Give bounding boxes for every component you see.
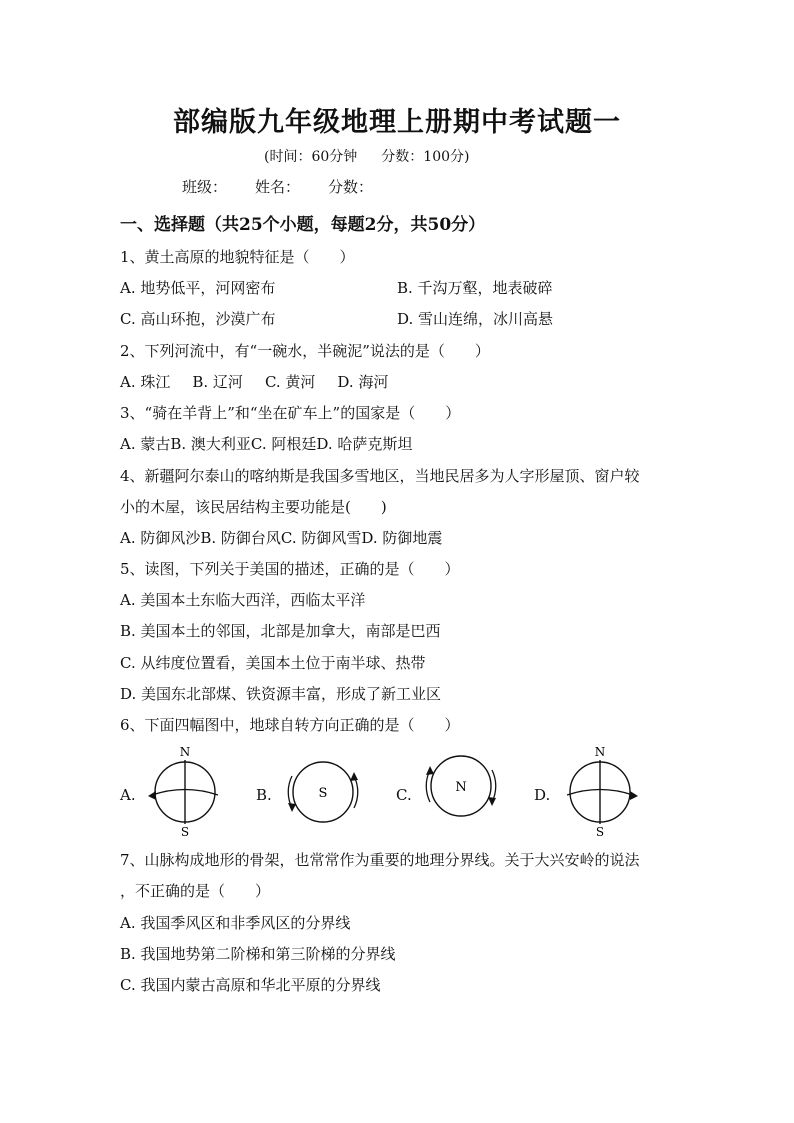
q5-stem: 5、读图，下列关于美国的描述，正确的是（ ） xyxy=(120,560,460,578)
q7-option-a: A. 我国季风区和非季风区的分界线 xyxy=(120,914,351,932)
q6-a-north-label: N xyxy=(179,745,191,759)
q1-option-b: B. 千沟万壑，地表破碎 xyxy=(397,279,553,297)
q7-option-c: C. 我国内蒙古高原和华北平原的分界线 xyxy=(120,976,381,994)
q1-option-c: C. 高山环抱，沙漠广布 xyxy=(120,310,276,328)
q7-option-b: B. 我国地势第二阶梯和第三阶梯的分界线 xyxy=(120,945,396,963)
student-info xyxy=(182,176,401,197)
q6-figure-c-label: C. xyxy=(396,786,412,804)
q6-figure-b-label: B. xyxy=(256,786,272,804)
q6-d-north-label: N xyxy=(594,745,606,759)
q1-stem: 1、黄土高原的地貌特征是（ ） xyxy=(120,248,355,266)
q6-d-south-label: S xyxy=(595,825,605,839)
q6-figures xyxy=(0,740,794,840)
exam-title: 部编版九年级地理上册期中考试题一 xyxy=(173,107,621,138)
q4-stem-line2: 小的木屋，该民居结构主要功能是( ) xyxy=(120,498,387,516)
q3-stem: 3、“骑在羊背上”和“坐在矿车上”的国家是（ ） xyxy=(120,404,461,422)
class-label: 班级： xyxy=(182,178,228,196)
q5-option-a: A. 美国本土东临大西洋，西临太平洋 xyxy=(120,591,366,609)
q5-option-b: B. 美国本土的邻国，北部是加拿大，南部是巴西 xyxy=(120,622,441,640)
q7-stem-line2: ，不正确的是（ ） xyxy=(120,882,271,900)
q2-option-b: B. 辽河 xyxy=(192,373,243,391)
points-label: 分数： xyxy=(328,178,374,196)
section-heading: 一、选择题（共25个小题，每题2分，共50分） xyxy=(120,215,486,235)
q6-figure-c-globe-icon xyxy=(420,740,502,840)
q6-a-south-label: S xyxy=(180,825,190,839)
q6-c-north-label: N xyxy=(455,780,467,795)
q6-figure-a-label: A. xyxy=(120,786,136,804)
q1-option-a: A. 地势低平，河网密布 xyxy=(120,279,276,297)
q6-figure-d-globe-icon xyxy=(554,740,646,840)
q7-stem-line1: 7、山脉构成地形的骨架，也常常作为重要的地理分界线。关于大兴安岭的说法 xyxy=(120,851,640,869)
q1-option-d: D. 雪山连绵，冰川高悬 xyxy=(397,310,554,328)
q2-option-c: C. 黄河 xyxy=(264,373,316,391)
exam-time: (时间：60分钟 xyxy=(264,149,358,165)
q2-stem: 2、下列河流中，有“一碗水，半碗泥”说法的是（ ） xyxy=(120,342,490,360)
q5-option-c: C. 从纬度位置看，美国本土位于南半球、热带 xyxy=(120,654,426,672)
q2-option-a: A. 珠江 xyxy=(120,373,171,391)
exam-score: 分数：100分) xyxy=(381,149,470,165)
exam-subtitle xyxy=(264,146,469,166)
q6-b-south-label: S xyxy=(318,786,328,801)
q6-figure-a-globe-icon xyxy=(140,740,230,840)
q3-options: A. 蒙古B. 澳大利亚C. 阿根廷D. 哈萨克斯坦 xyxy=(120,435,413,453)
q4-options: A. 防御风沙B. 防御台风C. 防御风雪D. 防御地震 xyxy=(120,529,443,547)
q4-stem-line1: 4、新疆阿尔泰山的喀纳斯是我国多雪地区，当地民居多为人字形屋顶、窗户较 xyxy=(120,467,640,485)
q2-options xyxy=(120,372,410,392)
name-label: 姓名： xyxy=(255,178,301,196)
q6-figure-b-globe-icon xyxy=(282,740,364,840)
q6-figure-d-label: D. xyxy=(534,786,551,804)
q5-option-d: D. 美国东北部煤、铁资源丰富，形成了新工业区 xyxy=(120,685,442,703)
q6-stem: 6、下面四幅图中，地球自转方向正确的是（ ） xyxy=(120,716,460,734)
q2-option-d: D. 海河 xyxy=(337,373,389,391)
